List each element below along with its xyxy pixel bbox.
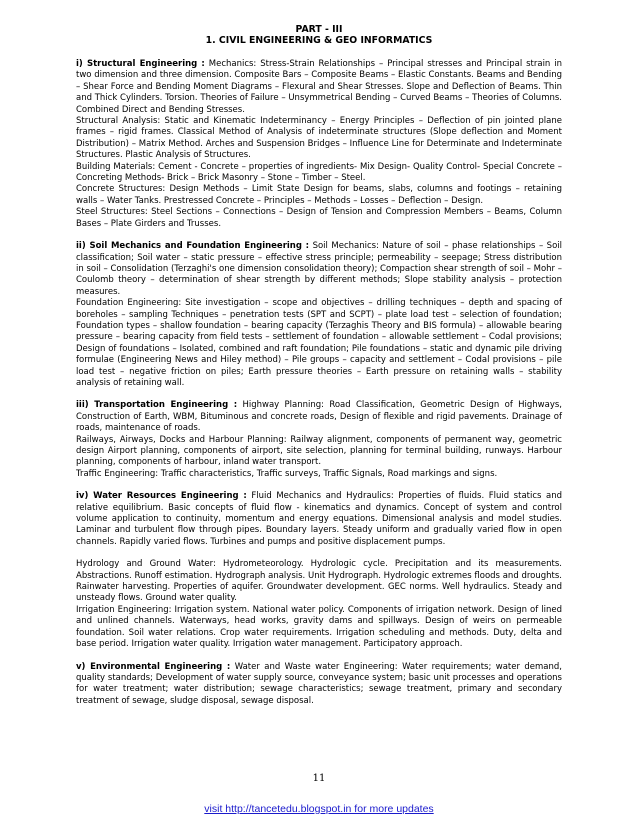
- building-materials: Building Materials: Cement - Concrete – properties of ingredients- Mix Design- Quality Control- Special Concrete – Concreting Methods- Brick – Brick Masonry – Stone – Timber – Steel.: [76, 161, 562, 184]
- foundation-engineering: Foundation Engineering: Site investigation – scope and objectives – drilling techniques – depth and spacing of boreholes – sampling Techniques – penetration tests (SPT and SCPT) – plate load test – selection of foundation; Foundation types – shallow foundation – bearing capacity (Terzaghis Theory and BIS formula) – allowable bearing pressure – bearing capacity from field tests – settlement of foundation – allowable settlement – Codal provisions; Design of foundations – Isolated, combined and raft foundation; Pile foundations – static and dynamic pile driving formulae (Engineering News and Hiley method) – Pile groups – capacity and settlement – Codal provisions – pile load test – negative friction on piles; Earth pressure theories – Earth pressure on retaining walls – stability analysis of retaining wall.: [76, 298, 562, 388]
- water-waste-water: v) Environmental Engineering : Water and Waste water Engineering: Water requirements; water demand, quality standards; Development of water supply source, conveyance system; basic unit processes and operations for water treatment; water distribution; sewage characteristics; sewage treatment, primary and secondary treatment of sewage, sludge disposal, sewage disposal.: [76, 661, 563, 706]
- steel-structures: Steel Structures: Steel Sections – Connections – Design of Tension and Compression Members – Beams, Column Bases – Plate Girders and Trusses.: [76, 207, 562, 229]
- environmental-heading: v) Environmental Engineering :: [76, 661, 231, 672]
- footer: [0, 803, 638, 815]
- hydrology: Hydrology and Ground Water: Hydrometeorology. Hydrologic cycle. Precipitation and its measurements. Abstractions. Runoff estimation. Hydrograph analysis. Unit Hydrograph. Hydrologic extremes floods and droughts. Rainwater harvesting. Properties of aquifer. Groundwater development. GEC norms. Well hydraulics. Steady and unsteady flows. Ground water quality.: [76, 559, 562, 604]
- part-heading: PART - III: [295, 24, 343, 35]
- railways-airways: Railways, Airways, Docks and Harbour Planning: Railway alignment, components of permanent way, geometric design Airport planning, components of airport, site selection, planning for terminal building, runways. Harbour planning, components of harbour, inland water transport.: [76, 434, 562, 468]
- section-title: 1. CIVIL ENGINEERING & GEO INFORMATICS: [205, 35, 433, 46]
- structural-engineering-heading: i) Structural Engineering :: [76, 59, 205, 69]
- concrete-structures: Concrete Structures: Design Methods – Limit State Design for beams, slabs, columns and footings – retaining walls – Water Tanks. Prestressed Concrete – Principles – Methods – Losses – Deflection – Design.: [76, 184, 562, 206]
- soil-mechanics-heading: ii) Soil Mechanics and Foundation Engineering :: [76, 241, 310, 252]
- structural-engineering-mechanics: i) Structural Engineering : Mechanics: Stress-Strain Relationships – Principal stresses and Principal strain in two dimension and three dimension. Composite Bars – Composite Beams – Elastic Constants. Beams and Bending – Shear Force and Bending Moment Diagrams – Flexural and Shear Stresses. Slope and Deflection of Beams. Thin and Thick Cylinders. Torsion. Theories of Failure – Unsymmetrical Bending – Curved Beams – Theories of Columns. Combined Direct and Bending Stresses.: [76, 59, 562, 115]
- footer-link[interactable]: visit http://tancetedu.blogspot.in for more updates: [204, 803, 434, 815]
- irrigation-engineering: Irrigation Engineering: Irrigation system. National water policy. Components of irrigation network. Design of lined and unlined channels. Waterways, head works, gravity dams and spillways. Design of weirs on permeable foundation. Soil water relations. Crop water requirements. Irrigation scheduling and methods. Duty, delta and base period. Irrigation water quality. Irrigation water management. Participatory approach.: [76, 604, 562, 650]
- water-resources-heading: iv) Water Resources Engineering :: [76, 491, 247, 502]
- traffic-engineering: Traffic Engineering: Traffic characteristics, Traffic surveys, Traffic Signals, Road markings and signs.: [76, 468, 498, 479]
- document-page: [76, 24, 562, 707]
- structural-analysis: Structural Analysis: Static and Kinematic Indeterminancy – Energy Principles – Deflection of pin jointed plane frames – rigid frames. Classical Method of Analysis of indeterminate structures (Slope deflection and Moment Distribution) – Matrix Method. Arches and Suspension Bridges – Influence Line for Determinate and Indeterminate Structures. Plastic Analysis of Structures.: [76, 116, 562, 161]
- page-number: 11: [312, 773, 326, 784]
- highway-planning: iii) Transportation Engineering : Highway Planning: Road Classification, Geometric Design of Highways, Construction of Earth, WBM, Bituminous and concrete roads, Design of flexible and rigid pavements. Drainage of roads, maintenance of roads.: [76, 400, 563, 434]
- fluid-mechanics: iv) Water Resources Engineering : Fluid Mechanics and Hydraulics: Properties of fluids. Fluid statics and relative equilibrium. Basic concepts of fluid flow - kinematics and dynamics. Concept of system and control volume application to continuity, momentum and energy equations. Dimensional analysis and model studies. Laminar and turbulent flow through pipes. Boundary layers. Steady uniform and gradually varied flow in open channels. Rapidly varied flows. Turbines and pumps and positive displacement pumps.: [76, 491, 562, 547]
- transportation-heading: iii) Transportation Engineering :: [76, 400, 238, 411]
- soil-mechanics: ii) Soil Mechanics and Foundation Engineering : Soil Mechanics: Nature of soil – phase relationships – Soil classification; Soil water – static pressure – effective stress principle; permeability – seepage; Stress distribution in soil – Consolidation (Terzaghi's one dimension consolidation theory); Compaction shear strength of soil – Mohr – Coulomb theory – determination of shear strength by different methods; Slope stability analysis – protection measures.: [76, 241, 562, 297]
